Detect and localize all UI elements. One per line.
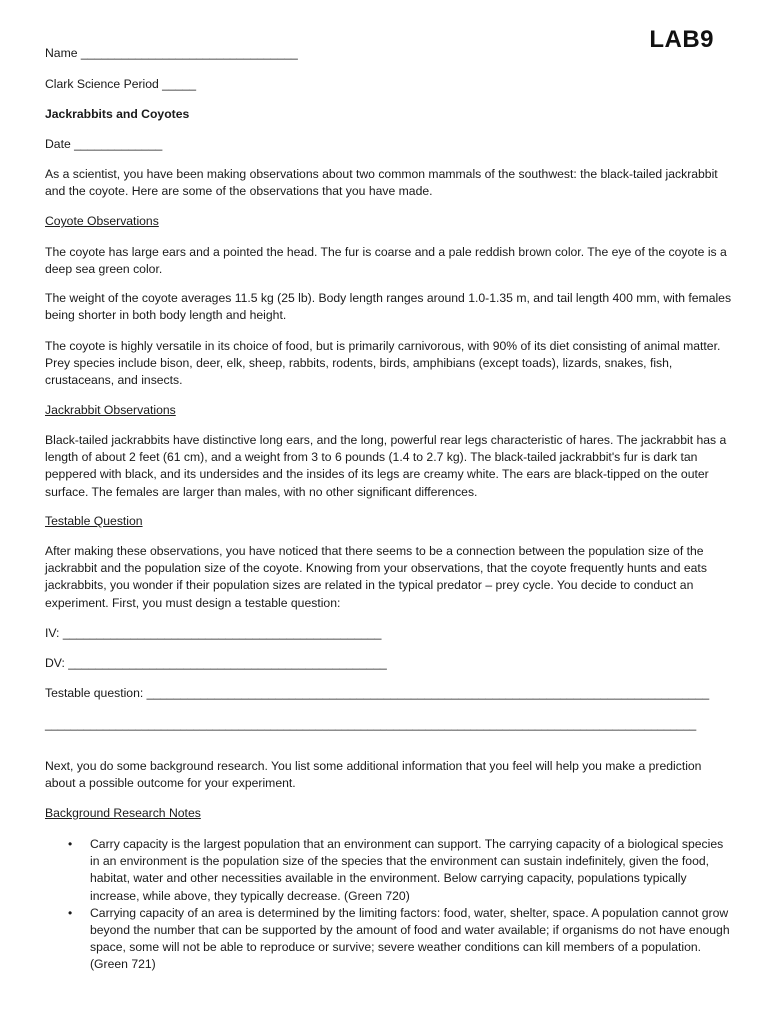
background-notes-list: [45, 836, 735, 974]
jackrabbit-paragraph: Black-tailed jackrabbits have distinctive long ears, and the long, powerful rear legs characteristic of hares. The jackrabbit has a length of about 2 feet (61 cm), and a weight from 3 to 6 pounds (1.4 to 2.7 kg). The black-tailed jackrabbit's fur is dark tan peppered with black, and its undersides and the insides of its legs are creamy white. The ears are black-tipped on the outer surface. The females are larger than males, with no other significant differences.: [45, 433, 727, 499]
coyote-paragraph-2: The weight of the coyote averages 11.5 kg (25 lb). Body length ranges around 1.0-1.35 m, and tail length 400 mm, with females being shorter in both body length and height.: [45, 291, 732, 323]
testable-question-heading: Testable Question: [45, 514, 143, 528]
background-note-text: Carry capacity is the largest population that an environment can support. The carrying capacity of a biological species in an environment is the population size of the species that the environment can sustain indefinitely, given the food, habitat, water and other necessities available in the environment. Below carrying capacity, populations typically increase, while above, they typically decrease. (Green 720): [90, 837, 724, 903]
coyote-paragraph-3: The coyote is highly versatile in its choice of food, but is primarily carnivorous, with 90% of its diet consisting of animal matter. Prey species include bison, deer, elk, sheep, rabbits, rodents, birds, amphibians (except toads), lizards, snakes, fish, crustaceans, and insects.: [45, 339, 721, 388]
testable-question-paragraph: After making these observations, you have noticed that there seems to be a connection between the population size of the jackrabbit and the population size of the coyote. Knowing from your observations, that the coyote frequently hunts and eats jackrabbits, you wonder if their population sizes are related in the typical predator – prey cycle. You decide to conduct an experiment. First, you must design a testable question:: [45, 544, 707, 610]
iv-answer-line[interactable]: IV: _______________________________________________: [45, 626, 382, 640]
date-line: Date _____________: [45, 137, 163, 151]
coyote-heading: Coyote Observations: [45, 214, 159, 228]
intro-paragraph: As a scientist, you have been making observations about two common mammals of the southwest: the black-tailed jackrabbit and the coyote. Here are some of the observations that you have made.: [45, 167, 718, 199]
background-note-text: Carrying capacity of an area is determined by the limiting factors: food, water, shelter, space. A population cannot grow beyond the number that can be supported by the amount of food and water available; if organisms do not have enough space, some will not be able to reproduce or survive; severe weather conditions can kill members of a population. (Green 721): [90, 905, 730, 972]
background-note-item: [45, 836, 730, 905]
name-line: Name ________________________________: [45, 46, 298, 60]
class-period-line: Clark Science Period _____: [45, 77, 197, 91]
background-intro-paragraph: Next, you do some background research. You list some additional information that you feel will help you make a prediction about a possible outcome for your experiment.: [45, 759, 702, 791]
testable-question-continuation-line[interactable]: _____________________________________________________________________________________________________: [45, 718, 697, 731]
coyote-paragraph-1: The coyote has large ears and a pointed the head. The fur is coarse and a pale reddish brown color. The eye of the coyote is a deep sea green color.: [45, 245, 727, 277]
background-note-item: [45, 905, 730, 974]
bullet-icon: •: [68, 837, 73, 851]
jackrabbit-heading: Jackrabbit Observations: [45, 403, 176, 417]
worksheet-title: Jackrabbits and Coyotes: [45, 107, 190, 121]
bullet-icon: •: [68, 905, 73, 920]
testable-question-answer-line[interactable]: Testable question: ___________________________________________________________________________________: [45, 686, 710, 700]
lab-number-label: LAB9: [649, 26, 714, 53]
dv-answer-line[interactable]: DV: _______________________________________________: [45, 656, 387, 670]
background-notes-heading: Background Research Notes: [45, 806, 201, 820]
